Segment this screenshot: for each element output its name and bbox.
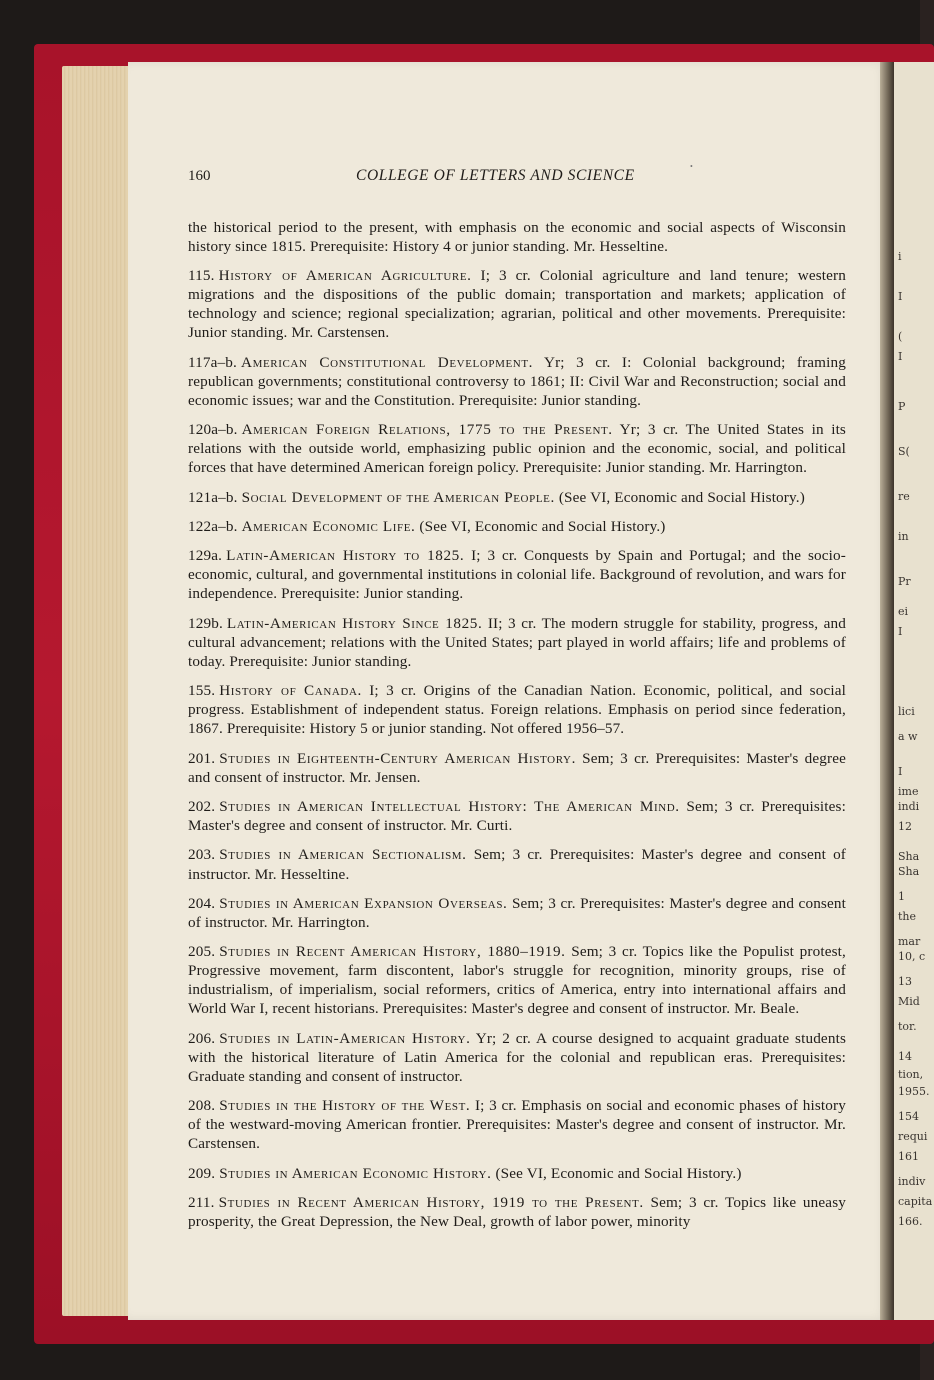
course-list	[188, 266, 846, 1231]
course-description: (See VI, Economic and Social History.)	[495, 1164, 742, 1182]
course-title: Latin-American History Since 1825.	[226, 614, 483, 632]
course-description: (See VI, Economic and Social History.)	[558, 488, 805, 506]
course-number: 120a–b.	[188, 421, 238, 439]
course-number: 204.	[188, 894, 216, 912]
course-entry	[188, 266, 846, 342]
course-description: I; 3 cr. Emphasis on social and economic phases of history of the westward-moving American frontier. Prerequisites: Master's degree and consent of instructor. Mr. Carstensen.	[188, 1097, 846, 1153]
course-title: Social Development of the American People.	[241, 488, 555, 506]
course-description: Yr; 3 cr. I: Colonial background; framing republican governments; constitutional controversy to 1861; II: Civil War and Reconstruction; social and economic issues; war and the Constitution. Prerequisite: Junior standing.	[188, 353, 846, 409]
course-title: Studies in American Economic History.	[219, 1164, 492, 1182]
next-page-fragment: in	[898, 530, 909, 543]
course-number: 202.	[188, 798, 216, 816]
next-page-fragment: 14	[898, 1050, 912, 1063]
course-number: 205.	[188, 943, 216, 961]
next-page-fragment: tion,	[898, 1068, 924, 1081]
next-page-fragment: I	[898, 350, 903, 363]
next-page-fragment: lici	[898, 705, 915, 718]
course-entry	[188, 681, 846, 738]
course-title: Studies in Latin-American History.	[219, 1029, 471, 1047]
course-title: History of Canada.	[219, 682, 362, 700]
page-number: 160	[188, 168, 211, 184]
next-page-fragment: ei	[898, 605, 909, 618]
next-page-fragment: Sha	[898, 865, 920, 878]
course-number: 129a.	[188, 547, 223, 565]
next-page-fragment: S(	[898, 445, 910, 458]
course-title: American Foreign Relations, 1775 to the Present.	[241, 421, 613, 439]
course-title: American Constitutional Development.	[241, 353, 534, 371]
next-page-fragment: requi	[898, 1130, 928, 1143]
course-entry	[188, 488, 846, 507]
course-number: 206.	[188, 1029, 216, 1047]
next-page-fragment: 13	[898, 975, 912, 988]
next-page-fragment: I	[898, 765, 903, 778]
course-title: Studies in American Expansion Overseas.	[219, 894, 508, 912]
next-page-fragment: I	[898, 625, 903, 638]
course-description: (See VI, Economic and Social History.)	[419, 517, 666, 535]
next-page-fragment: mar	[898, 935, 921, 948]
next-page-fragment: (	[898, 330, 903, 343]
course-number: 201.	[188, 749, 216, 767]
course-entry	[188, 1193, 846, 1231]
course-title: History of American Agriculture.	[218, 267, 472, 285]
course-entry	[188, 1096, 846, 1153]
next-page-fragment: 1	[898, 890, 905, 903]
next-page-fragment: tor.	[898, 1020, 917, 1033]
course-number: 203.	[188, 846, 216, 864]
next-page-fragment: P	[898, 400, 906, 413]
next-page-fragment: indi	[898, 800, 920, 813]
page-gutter	[880, 62, 894, 1320]
next-page-fragment: re	[898, 490, 910, 503]
page-edges	[62, 66, 132, 1316]
course-title: American Economic Life.	[241, 517, 416, 535]
course-number: 129b.	[188, 614, 223, 632]
course-entry	[188, 517, 846, 536]
course-title: Studies in American Sectionalism.	[219, 846, 467, 864]
next-page-fragment: I	[898, 290, 903, 303]
next-page-fragment: ime	[898, 785, 919, 798]
course-entry	[188, 845, 846, 883]
course-entry	[188, 353, 846, 410]
next-page-fragment: Sha	[898, 850, 920, 863]
course-number: 117a–b.	[188, 353, 237, 371]
next-page-fragment: the	[898, 910, 917, 923]
course-entry	[188, 614, 846, 671]
next-page-fragment: capita	[898, 1195, 933, 1208]
course-number: 122a–b.	[188, 517, 238, 535]
course-title: Studies in Recent American History, 1919 to the Present.	[218, 1193, 644, 1211]
next-page-edge	[894, 62, 934, 1320]
next-page-fragment: Mid	[898, 995, 920, 1008]
course-entry	[188, 942, 846, 1018]
course-description: II; 3 cr. The modern struggle for stability, progress, and cultural advancement; relations with the United States; part played in world affairs; life and problems of today. Prerequisite: Junior standing.	[188, 614, 847, 670]
next-page-fragment: 161	[898, 1150, 919, 1163]
course-title: Studies in the History of the West.	[219, 1097, 471, 1115]
course-entry	[188, 1029, 846, 1086]
course-number: 115.	[188, 267, 215, 285]
course-description: Sem; 3 cr. Prerequisites: Master's degree and consent of instructor. Mr. Jensen.	[188, 749, 846, 786]
course-description: Yr; 3 cr. The United States in its relations with the outside world, emphasizing public opinion and the economic, social, and political forces that have determined American foreign policy. Prerequisite: Junior standing. Mr. Harrington.	[188, 421, 846, 477]
next-page-fragment: 1955.	[898, 1085, 930, 1098]
course-entry	[188, 749, 846, 787]
next-page-fragment: indiv	[898, 1175, 926, 1188]
course-description: Sem; 3 cr. Topics like the Populist protest, Progressive movement, farm discontent, labor's struggle for recognition, minority groups, rise of industrialism, of imperialism, social reformers, critics of America, entry into international affairs and World War I, recent historians. Prerequisites: Master's degree and consent of instructor. Mr. Beale.	[188, 943, 847, 1018]
next-page-fragment: 154	[898, 1110, 919, 1123]
course-description: Sem; 3 cr. Prerequisites: Master's degree and consent of instructor. Mr. Harrington.	[188, 894, 846, 931]
course-entry	[188, 420, 846, 477]
page-body	[188, 218, 846, 1241]
next-page-fragment: 166.	[898, 1215, 923, 1228]
running-head: COLLEGE OF LETTERS AND SCIENCE	[356, 167, 635, 184]
next-page-fragment: a w	[898, 730, 918, 743]
course-description: I; 3 cr. Origins of the Canadian Nation. Economic, political, and social progress. Establishment of independent status. Foreign relations. Emphasis on period since federation, 1867. Prerequisite: History 5 or junior standing. Not offered 1956–57.	[188, 682, 846, 738]
course-description: Yr; 2 cr. A course designed to acquaint graduate students with the historical literature of Latin America for the colonial and republican eras. Prerequisites: Graduate standing and consent of instructor.	[188, 1029, 846, 1085]
course-entry	[188, 797, 846, 835]
course-description: Sem; 3 cr. Topics like uneasy prosperity, the Great Depression, the New Deal, growth of labor power, minority	[188, 1193, 846, 1231]
course-number: 121a–b.	[188, 488, 238, 506]
course-title: Latin-American History to 1825.	[226, 547, 465, 565]
next-page-fragment: Pr	[898, 575, 911, 588]
page-header	[188, 162, 848, 192]
course-description: Sem; 3 cr. Prerequisites: Master's degree and consent of instructor. Mr. Hesseltine.	[188, 846, 847, 883]
course-description: Sem; 3 cr. Prerequisites: Master's degree and consent of instructor. Mr. Curti.	[188, 798, 846, 835]
course-number: 208.	[188, 1097, 216, 1115]
next-page-fragment: 12	[898, 820, 912, 833]
course-entry	[188, 894, 846, 932]
course-title: Studies in Recent American History, 1880–1919.	[219, 943, 566, 961]
course-title: Studies in Eighteenth-Century American History.	[219, 749, 576, 767]
header-dot-mark: •	[690, 162, 693, 171]
course-number: 211.	[188, 1193, 215, 1211]
course-number: 155.	[188, 682, 216, 700]
course-entry	[188, 546, 846, 603]
continued-course-text: the historical period to the present, with emphasis on the economic and social aspects of Wisconsin history since 1815. Prerequisite: History 4 or junior standing. Mr. Hesseltine.	[188, 219, 846, 256]
next-page-fragment: i	[898, 250, 902, 263]
course-entry	[188, 1164, 846, 1183]
next-page-fragment: 10, c	[898, 950, 926, 963]
course-number: 209.	[188, 1164, 216, 1182]
course-description: I; 3 cr. Conquests by Spain and Portugal; and the socio-economic, cultural, and governmental institutions in colonial life. Background of revolution, and wars for independence. Prerequisite: Junior standing.	[188, 547, 846, 603]
course-description: I; 3 cr. Colonial agriculture and land tenure; western migrations and the dispositions of the public domain; transportation and markets; application of technology and science; regional specialization; agrarian, political and other movements. Prerequisite: Junior standing. Mr. Carstensen.	[188, 267, 846, 342]
course-title: Studies in American Intellectual History: The American Mind.	[219, 798, 680, 816]
